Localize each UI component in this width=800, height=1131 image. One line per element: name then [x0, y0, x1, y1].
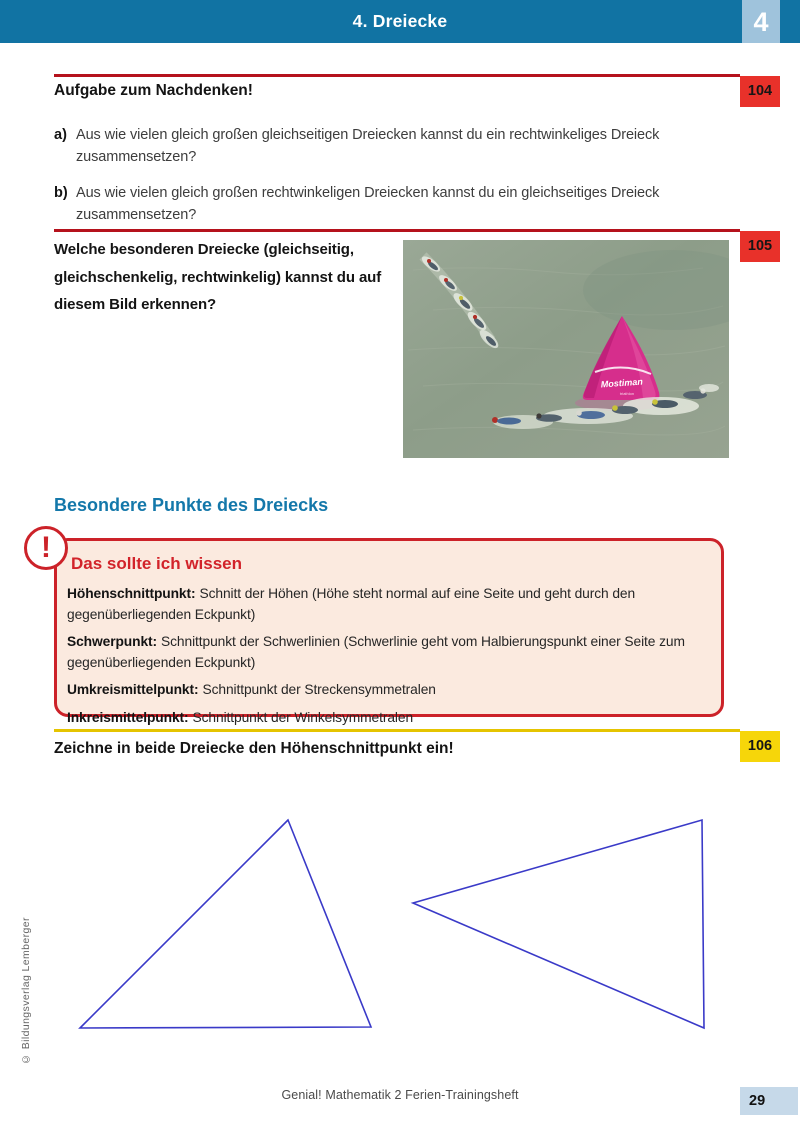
entry-definition: Schnittpunkt der Winkelsymmetralen	[192, 709, 414, 725]
infobox-entry	[67, 708, 707, 729]
knowledge-box-title: Das sollte ich wissen	[71, 554, 243, 573]
infobox-entry	[67, 632, 707, 673]
triangle-left[interactable]	[80, 820, 371, 1028]
exclamation-icon: !	[24, 526, 68, 570]
task-104-item-a	[54, 124, 722, 168]
entry-definition: Schnittpunkt der Streckensymmetralen	[202, 682, 436, 697]
entry-definition: Schnittpunkt der Schwerlinien (Schwerlinie geht vom Halbierungspunkt einer Seite zum gegenüberliegenden Eckpunkt)	[67, 634, 685, 670]
footer-book-title: Genial! Mathematik 2 Ferien-Trainingsheft	[281, 1088, 519, 1102]
triangle-drawing-area[interactable]	[0, 790, 800, 1050]
task-105-question: Welche besonderen Dreiecke (gleichseitig, gleichschenkelig, rechtwinkelig) kannst du auf diesem Bild erkennen?	[54, 241, 382, 313]
header-bar	[0, 0, 800, 43]
buoy-sublabel: triathlon	[619, 391, 635, 396]
task-105-rule	[54, 229, 740, 232]
publisher-copyright: © Bildungsverlag Lemberger	[20, 917, 32, 1065]
task-104-title: Aufgabe zum Nachdenken!	[54, 82, 253, 99]
buoy-label: Mostiman	[600, 376, 644, 390]
triangle-right[interactable]	[413, 820, 704, 1028]
task-106-badge: 106	[740, 731, 780, 762]
chapter-number-box: 4	[742, 0, 780, 43]
task-104-rule	[54, 74, 740, 77]
infobox-entry	[67, 584, 707, 625]
infobox-entry	[67, 680, 707, 701]
entry-term: Höhenschnittpunkt:	[67, 586, 196, 601]
entry-term: Inkreismittelpunkt:	[67, 709, 189, 725]
entry-term: Schwerpunkt:	[67, 634, 158, 649]
section-heading: Besondere Punkte des Dreiecks	[54, 495, 329, 515]
task-104-items	[54, 124, 722, 240]
item-label: a)	[54, 127, 67, 143]
task-104-badge: 104	[740, 76, 780, 107]
task-104-item-b	[54, 182, 722, 226]
item-text: Aus wie vielen gleich großen rechtwinkeligen Dreiecken kannst du ein gleichseitiges Dreieck zusammensetzen?	[76, 185, 660, 223]
task-105-badge: 105	[740, 231, 780, 262]
item-text: Aus wie vielen gleich großen gleichseitigen Dreiecken kannst du ein rechtwinkeliges Dreieck zusammensetzen?	[76, 127, 660, 165]
entry-term: Umkreismittelpunkt:	[67, 682, 199, 697]
entry-definition: Schnitt der Höhen (Höhe steht normal auf eine Seite und geht durch den gegenüberliegenden Eckpunkt)	[67, 586, 636, 622]
page-title: 4. Dreiecke	[352, 11, 448, 31]
knowledge-box	[54, 538, 724, 725]
page-number: 29	[740, 1087, 798, 1115]
item-label: b)	[54, 185, 68, 201]
swimmers-photo	[403, 240, 729, 458]
task-106-instruction: Zeichne in beide Dreiecke den Höhenschnittpunkt ein!	[54, 740, 454, 757]
task-106-rule	[54, 729, 740, 732]
